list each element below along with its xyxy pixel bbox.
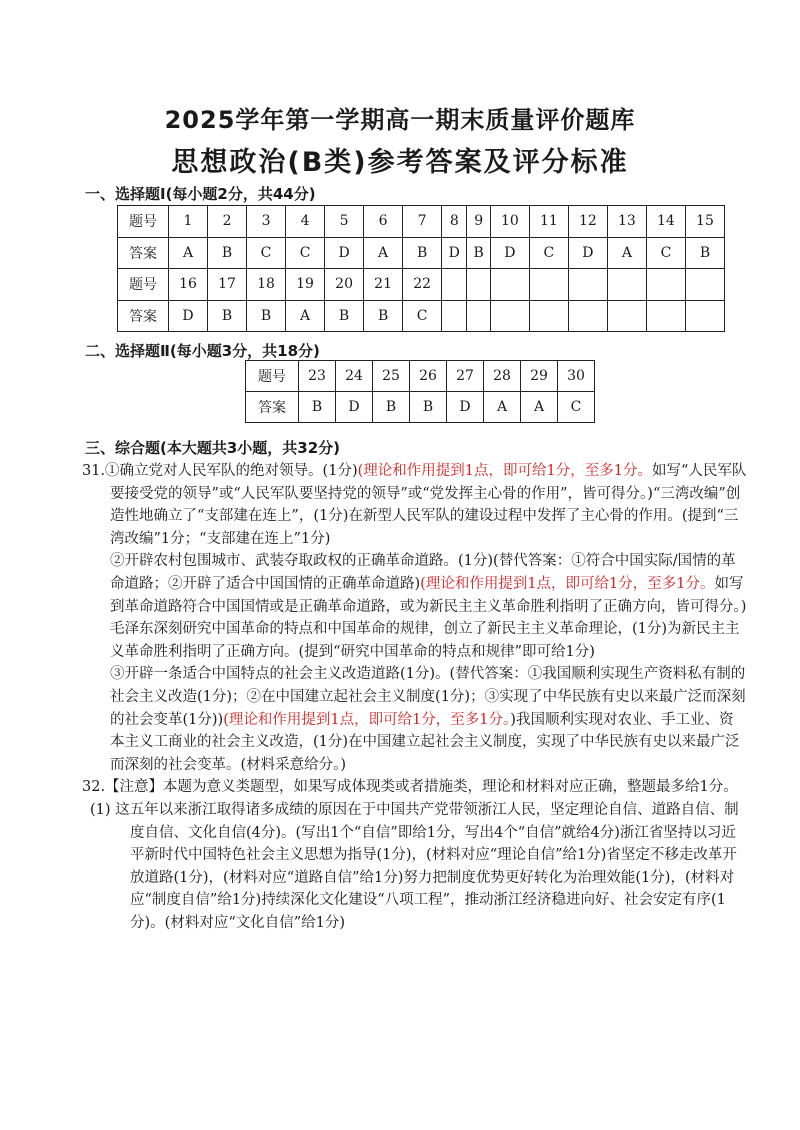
table-cell: 15 xyxy=(685,206,724,238)
table-cell: A xyxy=(484,392,521,423)
table-cell: 10 xyxy=(490,206,529,238)
grading-note-red: (理论和作用提到1点，即可给1分，至多1分。 xyxy=(420,575,715,592)
q31-point-3 xyxy=(82,663,747,776)
table-cell xyxy=(442,300,467,332)
row-label-question-number: 题号 xyxy=(118,206,169,238)
q31-text: 如写“人民军队要接受党的领导”或“人民军队要坚持党的领导”或“党发挥主心骨的作用”，皆可得分。)“三湾改编”创造性地确立了“支部建在连上”，(1分)在新型人民军队的建设过程中发挥了主心骨的作用。(提到“三湾改编”1分；“支部建在连上”1分) xyxy=(110,463,747,547)
table-cell: 28 xyxy=(484,361,521,392)
row-label-answer: 答案 xyxy=(118,300,169,332)
table-cell: B xyxy=(299,392,336,423)
table-cell xyxy=(442,269,467,301)
table-cell xyxy=(467,300,490,332)
q31-text: 如写到革命道路符合中国国情或是正确革命道路，或为新民主主义革命胜利指明了正确方向，皆可得分。)毛泽东深刻研究中国革命的特点和中国革命的规律，创立了新民主主义革命理论，(1分)为新民主主义革命胜利指明了正确方向。(提到“研究中国革命的特点和规律”即可给1分) xyxy=(110,575,747,660)
table-cell: 8 xyxy=(442,206,467,238)
table-cell xyxy=(467,269,490,301)
table-cell: 4 xyxy=(286,206,325,238)
table-cell: 19 xyxy=(286,269,325,301)
q31-text: ②开辟农村包围城市、武装夺取政权的正确革命道路。(1分)(替代答案：①符合中国实际/国情的革命道路；②开辟了适合中国国情的正确革命道路) xyxy=(110,553,736,592)
table-cell: B xyxy=(364,300,403,332)
document-title: 2025学年第一学期高一期末质量评价题库 xyxy=(164,106,636,134)
choice-answer-table-1 xyxy=(117,205,725,332)
table-cell: B xyxy=(208,300,247,332)
table-cell xyxy=(646,269,685,301)
table-cell: 9 xyxy=(467,206,490,238)
table-cell: B xyxy=(325,300,364,332)
table-cell: D xyxy=(447,392,484,423)
table-cell: 14 xyxy=(646,206,685,238)
table-cell: D xyxy=(325,237,364,269)
q31-point-2 xyxy=(82,550,747,663)
table-cell: 2 xyxy=(208,206,247,238)
answer-body xyxy=(82,460,747,934)
table-cell: 13 xyxy=(607,206,646,238)
table-cell: C xyxy=(529,237,568,269)
table-cell: C xyxy=(286,237,325,269)
q31-point-1 xyxy=(82,460,747,550)
table-cell xyxy=(607,269,646,301)
table-cell: 27 xyxy=(447,361,484,392)
table-cell: 20 xyxy=(325,269,364,301)
table-cell: 26 xyxy=(410,361,447,392)
row-label-question-number: 题号 xyxy=(118,269,169,301)
row-label-answer: 答案 xyxy=(246,392,299,423)
table-row xyxy=(118,237,725,269)
table-cell: 6 xyxy=(364,206,403,238)
table-cell: 7 xyxy=(403,206,442,238)
grading-note-red: (理论和作用提到1点，即可给1分，至多1分。 xyxy=(357,463,652,479)
table-cell xyxy=(685,300,724,332)
table-cell: 22 xyxy=(403,269,442,301)
table-cell xyxy=(685,269,724,301)
table-cell: 24 xyxy=(336,361,373,392)
table-cell: A xyxy=(364,237,403,269)
table-cell: 3 xyxy=(247,206,286,238)
table-cell: B xyxy=(410,392,447,423)
table-cell xyxy=(607,300,646,332)
table-cell: 18 xyxy=(247,269,286,301)
table-cell xyxy=(646,300,685,332)
table-row xyxy=(118,300,725,332)
q32-note: 32.【注意】本题为意义类题型，如果写成体现类或者措施类，理论和材料对应正确，整题最多给1分。 xyxy=(82,779,738,796)
table-cell: 21 xyxy=(364,269,403,301)
table-cell: D xyxy=(336,392,373,423)
grading-note-red: (理论和作用提到1点，即可给1分，至多1分。 xyxy=(223,711,511,728)
table-cell: 17 xyxy=(208,269,247,301)
table-cell: B xyxy=(467,237,490,269)
table-cell: 30 xyxy=(558,361,595,392)
table-cell: 29 xyxy=(521,361,558,392)
table-cell xyxy=(568,300,607,332)
table-row xyxy=(118,206,725,238)
row-label-answer: 答案 xyxy=(118,237,169,269)
table-cell xyxy=(568,269,607,301)
table-cell: A xyxy=(286,300,325,332)
table-cell: A xyxy=(521,392,558,423)
table-cell: B xyxy=(685,237,724,269)
table-cell: D xyxy=(568,237,607,269)
table-cell: D xyxy=(442,237,467,269)
table-cell: 12 xyxy=(568,206,607,238)
section-1-heading: 一、选择题Ⅰ(每小题2分，共44分) xyxy=(85,185,316,203)
table-cell: 5 xyxy=(325,206,364,238)
table-cell: A xyxy=(169,237,208,269)
table-cell: D xyxy=(169,300,208,332)
table-row xyxy=(118,269,725,301)
table-cell: C xyxy=(646,237,685,269)
table-cell: C xyxy=(558,392,595,423)
table-cell: B xyxy=(247,300,286,332)
q31-text: 31.①确立党对人民军队的绝对领导。(1分) xyxy=(82,463,358,479)
table-row xyxy=(246,361,595,392)
table-cell: 23 xyxy=(299,361,336,392)
table-cell: B xyxy=(208,237,247,269)
q32-part-1: (1) 这五年以来浙江取得诸多成绩的原因在于中国共产党带领浙江人民，坚定理论自信、道路自信、制度自信、文化自信(4分)。(写出1个“自信”即给1分，写出4个“自信”就给4分)浙江省坚持以习近平新时代中国特色社会主义思想为指导(1分)，(材料对应“理论自信”给1分)省坚定不移走改革开放道路(1分)，(材料对应“道路自信”给1分)努力把制度优势更好转化为治理效能(1分)，(材料对应“制度自信”给1分)持续深化文化建设“八项工程”，推动浙江经济稳进向好、社会安定有序(1分)。(材料对应“文化自信”给1分) xyxy=(90,801,739,931)
table-cell: A xyxy=(607,237,646,269)
table-cell xyxy=(490,269,529,301)
table-cell: 11 xyxy=(529,206,568,238)
table-cell: B xyxy=(403,237,442,269)
table-cell: C xyxy=(247,237,286,269)
document-subtitle: 思想政治(B类)参考答案及评分标准 xyxy=(171,147,629,178)
table-row xyxy=(246,392,595,423)
table-cell xyxy=(490,300,529,332)
table-cell: B xyxy=(373,392,410,423)
table-cell: D xyxy=(490,237,529,269)
choice-answer-table-2 xyxy=(245,360,595,423)
table-cell xyxy=(529,300,568,332)
row-label-question-number: 题号 xyxy=(246,361,299,392)
table-cell: 1 xyxy=(169,206,208,238)
section-2-heading: 二、选择题Ⅱ(每小题3分，共18分) xyxy=(85,342,320,360)
table-cell: 16 xyxy=(169,269,208,301)
table-cell xyxy=(529,269,568,301)
table-cell: 25 xyxy=(373,361,410,392)
q31-text: )我国顺利实现对农业、手工业、资本主义工商业的社会主义改造，(1分)在中国建立起社会主义制度，实现了中华民族有史以来最广泛而深刻的社会变革。(材料采意给分。) xyxy=(110,711,740,773)
q31-text: ③开辟一条适合中国特点的社会主义改造道路(1分)。(替代答案：①我国顺利实现生产资料私有制的社会主义改造(1分)；②在中国建立起社会主义制度(1分)；③实现了中华民族有史以来最广泛而深刻的社会变革(1分)) xyxy=(110,666,746,728)
table-cell: C xyxy=(403,300,442,332)
section-3-heading: 三、综合题(本大题共3小题，共32分) xyxy=(85,439,341,457)
